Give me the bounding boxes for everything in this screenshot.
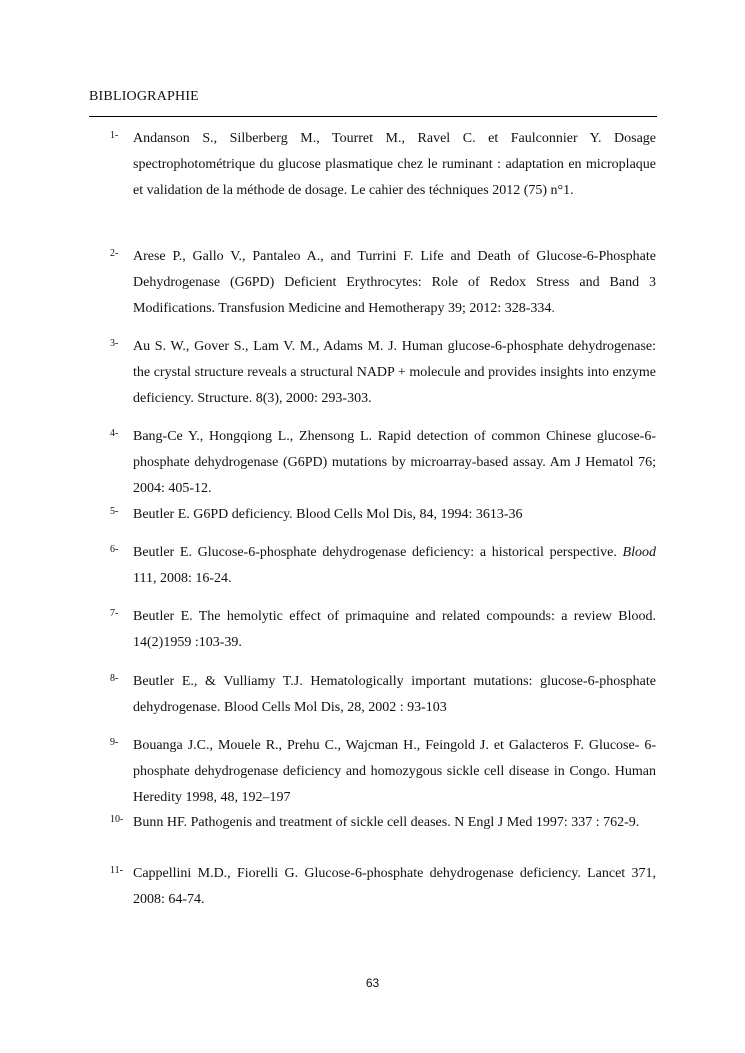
reference-text: Andanson S., Silberberg M., Tourret M., Ravel C. et Faulconnier Y. Dosage spectrophotométrique du glucose plasmatique chez le ruminant : adaptation en microplaque et validation de la méthode de dosage. Le cahier des téchniques 2012 (75) n°1. bbox=[133, 131, 656, 198]
reference-number: 6- bbox=[110, 544, 119, 555]
reference-number: 9- bbox=[110, 737, 119, 748]
reference-text-tail: 111, 2008: 16-24. bbox=[133, 571, 232, 586]
reference-number: 5- bbox=[110, 506, 119, 517]
reference-number: 1- bbox=[110, 130, 119, 141]
reference-number: 2- bbox=[110, 248, 119, 259]
reference-text-suffix: . bbox=[551, 301, 555, 316]
reference-number: 8- bbox=[110, 673, 119, 684]
heading-rule bbox=[89, 116, 657, 117]
reference-text-main: Arese P., Gallo V., Pantaleo A., and Turrini F. Life and Death of Glucose-6-Phosphate Dehydrogenase (G6PD) Deficient Erythrocytes: Role of Redox Stress and Band 3 Modifications. Transfusion Medicine and Hemotherapy 39; 2012: 328-334 bbox=[133, 249, 656, 316]
section-heading: BIBLIOGRAPHIE bbox=[89, 89, 199, 104]
reference-text bbox=[133, 540, 656, 592]
journal-name: Blood bbox=[622, 545, 656, 560]
reference-text: Beutler E. The hemolytic effect of primaquine and related compounds: a review Blood. 14(2)1959 :103-39. bbox=[133, 609, 656, 650]
reference-text: Beutler E., & Vulliamy T.J. Hematologically important mutations: glucose-6-phosphate dehydrogenase. Blood Cells Mol Dis, 28, 2002 : 93-103 bbox=[133, 674, 656, 715]
page-number: 63 bbox=[365, 976, 380, 990]
reference-number: 11- bbox=[110, 865, 123, 876]
reference-text: Beutler E. G6PD deficiency. Blood Cells Mol Dis, 84, 1994: 3613-36 bbox=[133, 507, 523, 522]
reference-text: Bunn HF. Pathogenis and treatment of sickle cell deases. N Engl J Med 1997: 337 : 762-9. bbox=[133, 815, 640, 830]
reference-number: 7- bbox=[110, 608, 119, 619]
reference-number: 3- bbox=[110, 338, 119, 349]
reference-number: 4- bbox=[110, 428, 119, 439]
reference-number: 10- bbox=[110, 814, 124, 825]
reference-text bbox=[133, 244, 656, 322]
reference-text: Bouanga J.C., Mouele R., Prehu C., Wajcman H., Feingold J. et Galacteros F. Glucose- 6-phosphate dehydrogenase deficiency and homozygous sickle cell disease in Congo. Human Heredity 1998, 48, 192–197 bbox=[133, 738, 656, 805]
reference-text: Cappellini M.D., Fiorelli G. Glucose-6-phosphate dehydrogenase deficiency. Lancet 371, 2008: 64-74. bbox=[133, 866, 656, 907]
reference-text-main: Beutler E. Glucose-6-phosphate dehydrogenase deficiency: a historical perspective. bbox=[133, 545, 617, 560]
reference-text: Bang-Ce Y., Hongqiong L., Zhensong L. Rapid detection of common Chinese glucose-6-phosphate dehydrogenase (G6PD) mutations by microarray-based assay. Am J Hematol 76; 2004: 405-12. bbox=[133, 429, 656, 496]
reference-text: Au S. W., Gover S., Lam V. M., Adams M. J. Human glucose-6-phosphate dehydrogenase: the crystal structure reveals a structural NADP + molecule and provides insights into enzyme deficiency. Structure. 8(3), 2000: 293-303. bbox=[133, 339, 656, 406]
